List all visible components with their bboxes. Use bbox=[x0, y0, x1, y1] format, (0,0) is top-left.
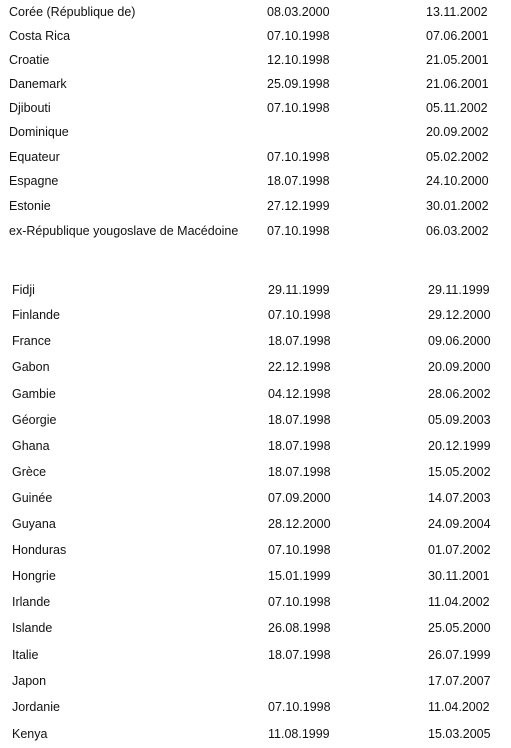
table-row bbox=[0, 281, 511, 299]
country-name: Gambie bbox=[12, 387, 56, 401]
table-row bbox=[0, 385, 511, 403]
country-name: Danemark bbox=[9, 77, 67, 91]
signature-date: 22.12.1998 bbox=[268, 360, 331, 374]
country-name: Ghana bbox=[12, 439, 50, 453]
signature-date: 18.07.1998 bbox=[268, 465, 331, 479]
signature-date: 18.07.1998 bbox=[267, 174, 330, 188]
ratification-date: 11.04.2002 bbox=[428, 700, 490, 714]
ratification-date: 15.05.2002 bbox=[428, 465, 491, 479]
country-name: Japon bbox=[12, 674, 47, 688]
table-row bbox=[0, 222, 511, 240]
table-row bbox=[0, 75, 511, 93]
ratification-date: 05.11.2002 bbox=[426, 101, 488, 115]
ratification-date: 26.07.1999 bbox=[428, 648, 491, 662]
ratification-date: 15.03.2005 bbox=[428, 727, 491, 741]
table-row bbox=[0, 463, 511, 481]
ratification-date: 05.02.2002 bbox=[426, 150, 489, 164]
table-row bbox=[0, 99, 511, 117]
signature-date: 07.10.1998 bbox=[267, 101, 330, 115]
signature-date: 15.01.1999 bbox=[268, 569, 331, 583]
table-row bbox=[0, 51, 511, 69]
ratification-date: 01.07.2002 bbox=[428, 543, 491, 557]
country-name: Djibouti bbox=[9, 101, 51, 115]
ratification-date: 25.05.2000 bbox=[428, 621, 491, 635]
ratification-date: 29.12.2000 bbox=[428, 308, 491, 322]
table-row bbox=[0, 489, 511, 507]
signature-date: 08.03.2000 bbox=[267, 5, 330, 19]
signature-date: 07.10.1998 bbox=[267, 224, 330, 238]
signature-date: 11.08.1999 bbox=[268, 727, 330, 741]
ratification-date: 21.06.2001 bbox=[426, 77, 489, 91]
table-row bbox=[0, 698, 511, 716]
country-name: Corée (République de) bbox=[9, 5, 136, 19]
signature-date: 28.12.2000 bbox=[268, 517, 331, 531]
table-row bbox=[0, 411, 511, 429]
country-name: Fidji bbox=[12, 283, 35, 297]
country-name: Guinée bbox=[12, 491, 53, 505]
country-name: Costa Rica bbox=[9, 29, 71, 43]
country-name: Equateur bbox=[9, 150, 60, 164]
signature-date: 18.07.1998 bbox=[268, 439, 331, 453]
table-row bbox=[0, 567, 511, 585]
table-row bbox=[0, 515, 511, 533]
country-name: Guyana bbox=[12, 517, 56, 531]
table-row bbox=[0, 358, 511, 376]
table-row bbox=[0, 148, 511, 166]
table-row bbox=[0, 3, 511, 21]
table-row bbox=[0, 27, 511, 45]
table-row bbox=[0, 332, 511, 350]
table-row bbox=[0, 437, 511, 455]
country-name: Islande bbox=[12, 621, 53, 635]
ratification-date: 05.09.2003 bbox=[428, 413, 491, 427]
table-row bbox=[0, 306, 511, 324]
country-name: Espagne bbox=[9, 174, 59, 188]
signature-date: 26.08.1998 bbox=[268, 621, 331, 635]
ratification-date: 29.11.1999 bbox=[428, 283, 490, 297]
table-row bbox=[0, 646, 511, 664]
country-name: Dominique bbox=[9, 125, 69, 139]
table-row bbox=[0, 593, 511, 611]
ratification-date: 20.12.1999 bbox=[428, 439, 491, 453]
signature-date: 07.10.1998 bbox=[268, 700, 331, 714]
ratification-date: 24.10.2000 bbox=[426, 174, 489, 188]
country-name: Kenya bbox=[12, 727, 48, 741]
ratification-date: 06.03.2002 bbox=[426, 224, 489, 238]
ratification-date: 11.04.2002 bbox=[428, 595, 490, 609]
signature-date: 04.12.1998 bbox=[268, 387, 331, 401]
signature-date: 07.10.1998 bbox=[268, 308, 331, 322]
signature-date: 07.10.1998 bbox=[267, 150, 330, 164]
table-row bbox=[0, 672, 511, 690]
country-name: Irlande bbox=[12, 595, 51, 609]
country-name: Gabon bbox=[12, 360, 50, 374]
ratification-date: 20.09.2000 bbox=[428, 360, 491, 374]
signature-date: 12.10.1998 bbox=[267, 53, 330, 67]
signature-date: 29.11.1999 bbox=[268, 283, 330, 297]
country-name: Italie bbox=[12, 648, 39, 662]
ratification-date: 14.07.2003 bbox=[428, 491, 491, 505]
ratification-date: 28.06.2002 bbox=[428, 387, 491, 401]
ratification-date: 07.06.2001 bbox=[426, 29, 489, 43]
ratification-date: 09.06.2000 bbox=[428, 334, 491, 348]
signature-date: 07.10.1998 bbox=[267, 29, 330, 43]
country-name: Honduras bbox=[12, 543, 67, 557]
table-row bbox=[0, 172, 511, 190]
signature-date: 18.07.1998 bbox=[268, 334, 331, 348]
country-name: Estonie bbox=[9, 199, 51, 213]
ratification-date: 21.05.2001 bbox=[426, 53, 489, 67]
signature-date: 25.09.1998 bbox=[267, 77, 330, 91]
country-name: Grèce bbox=[12, 465, 47, 479]
table-row bbox=[0, 197, 511, 215]
country-name: ex-République yougoslave de Macédoine bbox=[9, 224, 239, 238]
signature-date: 07.10.1998 bbox=[268, 595, 331, 609]
ratification-date: 20.09.2002 bbox=[426, 125, 489, 139]
country-name: Finlande bbox=[12, 308, 60, 322]
ratification-date: 30.01.2002 bbox=[426, 199, 489, 213]
signature-date: 07.10.1998 bbox=[268, 543, 331, 557]
ratification-date: 17.07.2007 bbox=[428, 674, 491, 688]
table-row bbox=[0, 725, 511, 743]
signature-date: 18.07.1998 bbox=[268, 648, 331, 662]
country-name: Jordanie bbox=[12, 700, 60, 714]
table-row bbox=[0, 619, 511, 637]
signature-date: 07.09.2000 bbox=[268, 491, 331, 505]
country-name: Croatie bbox=[9, 53, 50, 67]
country-name: Hongrie bbox=[12, 569, 56, 583]
table-row bbox=[0, 541, 511, 559]
signature-date: 18.07.1998 bbox=[268, 413, 331, 427]
ratification-date: 30.11.2001 bbox=[428, 569, 490, 583]
ratification-date: 13.11.2002 bbox=[426, 5, 488, 19]
country-name: France bbox=[12, 334, 51, 348]
ratification-date: 24.09.2004 bbox=[428, 517, 491, 531]
country-name: Géorgie bbox=[12, 413, 57, 427]
table-row bbox=[0, 123, 511, 141]
signature-date: 27.12.1999 bbox=[267, 199, 330, 213]
